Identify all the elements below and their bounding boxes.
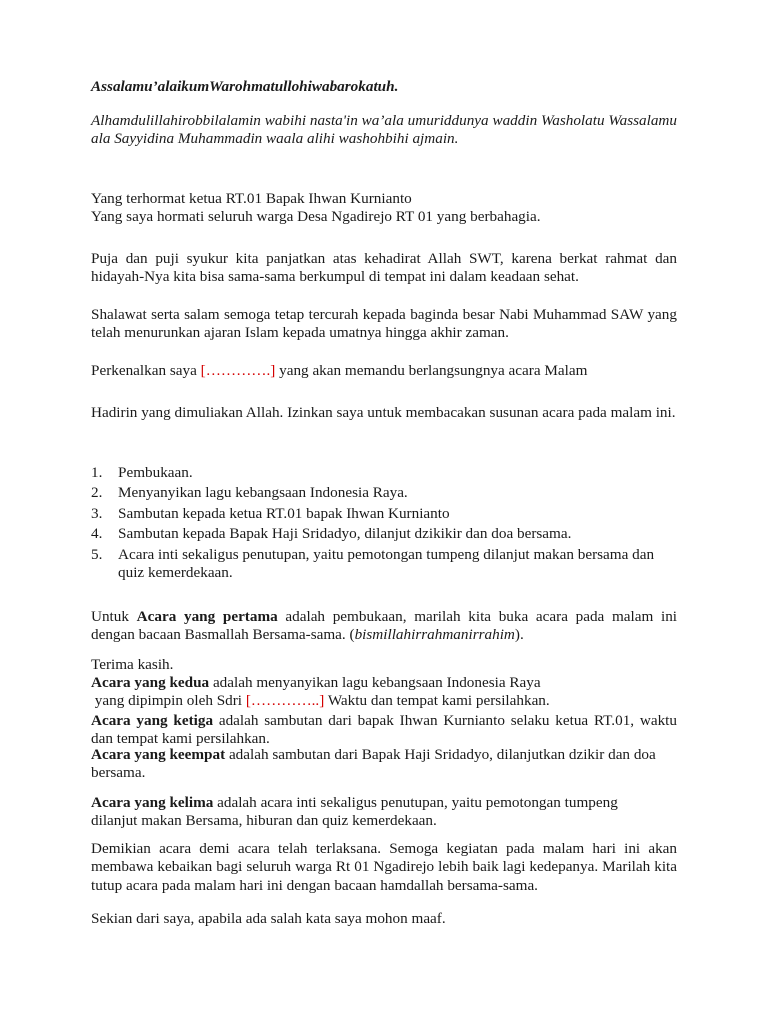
second-agenda-line-2 — [91, 692, 677, 710]
first-prefix: Untuk — [91, 608, 137, 625]
closing-paragraph: Demikian acara demi acara telah terlaksana. Semoga kegiatan pada malam hari ini akan membawa kebaikan bagi seluruh warga Rt 01 Ngadirejo lebih baik lagi kedepanya. Marilah kita tutup acara pada malam hari ini dengan bacaan hamdallah bersama-sama. — [91, 840, 677, 894]
agenda-item-text: Sambutan kepada Bapak Haji Sridadyo, dilanjut dzikikir dan doa bersama. — [118, 525, 572, 543]
fourth-agenda-text: adalah sambutan dari Bapak Haji Sridadyo, dilanjutkan dzikir dan doa bersama. — [91, 746, 656, 782]
thanks-line: Terima kasih. — [91, 656, 174, 673]
introduction-line — [91, 362, 677, 380]
salutation-1: Yang terhormat ketua RT.01 Bapak Ihwan Kurnianto — [91, 190, 412, 207]
agenda-intro: Hadirin yang dimuliakan Allah. Izinkan saya untuk membacakan susunan acara pada malam ini. — [91, 404, 676, 421]
agenda-item — [91, 505, 677, 523]
salutation-2: Yang saya hormati seluruh warga Desa Ngadirejo RT 01 yang berbahagia. — [91, 208, 541, 225]
agenda-item — [91, 546, 677, 583]
basmallah-text: bismillahirrahmanirrahim — [354, 626, 515, 644]
agenda-item-number: 5. — [91, 545, 103, 563]
agenda-item — [91, 464, 677, 482]
first-agenda-paragraph — [91, 608, 677, 645]
shalawat-paragraph: Shalawat serta salam semoga tetap tercurah kepada baginda besar Nabi Muhammad SAW yang telah menurunkan ajaran Islam kepada umatnya hingga akhir zaman. — [91, 306, 677, 342]
second-agenda-line-1 — [91, 674, 677, 692]
agenda-list — [91, 464, 677, 584]
agenda-item-text: Acara inti sekaligus penutupan, yaitu pemotongan tumpeng dilanjut makan bersama dan quiz kemerdekaan. — [118, 545, 655, 582]
second-agenda-text: adalah menyanyikan lagu kebangsaan Indonesia Raya — [209, 674, 541, 691]
fourth-agenda-heading: Acara yang keempat — [91, 746, 226, 763]
opening-prayer: Alhamdulillahirobbilalamin wabihi nasta'in wa’ala umuriddunya waddin Washolatu Wassalamu ala Sayyidina Muhammadin waala alihi washohbihi ajmain. — [91, 112, 677, 148]
agenda-item-text: Sambutan kepada ketua RT.01 bapak Ihwan Kurnianto — [118, 504, 450, 522]
apology-line: Sekian dari saya, apabila ada salah kata saya mohon maaf. — [91, 910, 446, 927]
second-line2-after: Waktu dan tempat kami persilahkan. — [324, 692, 550, 709]
intro-before: Perkenalkan saya — [91, 362, 201, 379]
agenda-item — [91, 484, 677, 502]
first-suffix: ). — [514, 626, 524, 644]
agenda-item-number: 2. — [91, 484, 103, 502]
first-agenda-text: adalah pembukaan, marilah kita buka acara pada malam ini dengan bacaan Basmallah Bersama-sama. ( — [91, 608, 678, 644]
second-line2-before: yang dipimpin oleh Sdri — [91, 692, 246, 709]
singer-placeholder: […………..] — [245, 692, 325, 709]
agenda-item — [91, 525, 677, 543]
fifth-agenda-heading: Acara yang kelima — [91, 794, 214, 811]
agenda-item-number: 4. — [91, 525, 103, 543]
fourth-agenda-paragraph — [91, 746, 677, 783]
fifth-agenda-text: adalah acara inti sekaligus penutupan, yaitu pemotongan tumpeng dilanjut makan Bersama, hiburan dan quiz kemerdekaan. — [91, 794, 618, 830]
second-agenda-heading: Acara yang kedua — [91, 674, 210, 691]
intro-after: yang akan memandu berlangsungnya acara Malam — [275, 362, 588, 379]
third-agenda-heading: Acara yang ketiga — [91, 712, 214, 729]
agenda-item-number: 3. — [91, 504, 103, 522]
agenda-item-text: Pembukaan. — [118, 464, 193, 481]
first-agenda-heading: Acara yang pertama — [136, 608, 278, 625]
name-placeholder: [………….] — [200, 362, 276, 379]
third-agenda-text: adalah sambutan dari bapak Ihwan Kurnianto selaku ketua RT.01, waktu dan tempat kami persilahkan. — [91, 712, 677, 748]
greeting: Assalamu’alaikumWarohmatullohiwabarokatuh. — [91, 78, 399, 95]
fifth-agenda-paragraph — [91, 794, 651, 831]
agenda-item-number: 1. — [91, 464, 103, 481]
praise-paragraph: Puja dan puji syukur kita panjatkan atas kehadirat Allah SWT, karena berkat rahmat dan hidayah-Nya kita bisa sama-sama berkumpul di tempat ini dalam keadaan sehat. — [91, 250, 677, 286]
agenda-item-text: Menyanyikan lagu kebangsaan Indonesia Raya. — [118, 484, 408, 502]
third-agenda-paragraph — [91, 712, 677, 749]
